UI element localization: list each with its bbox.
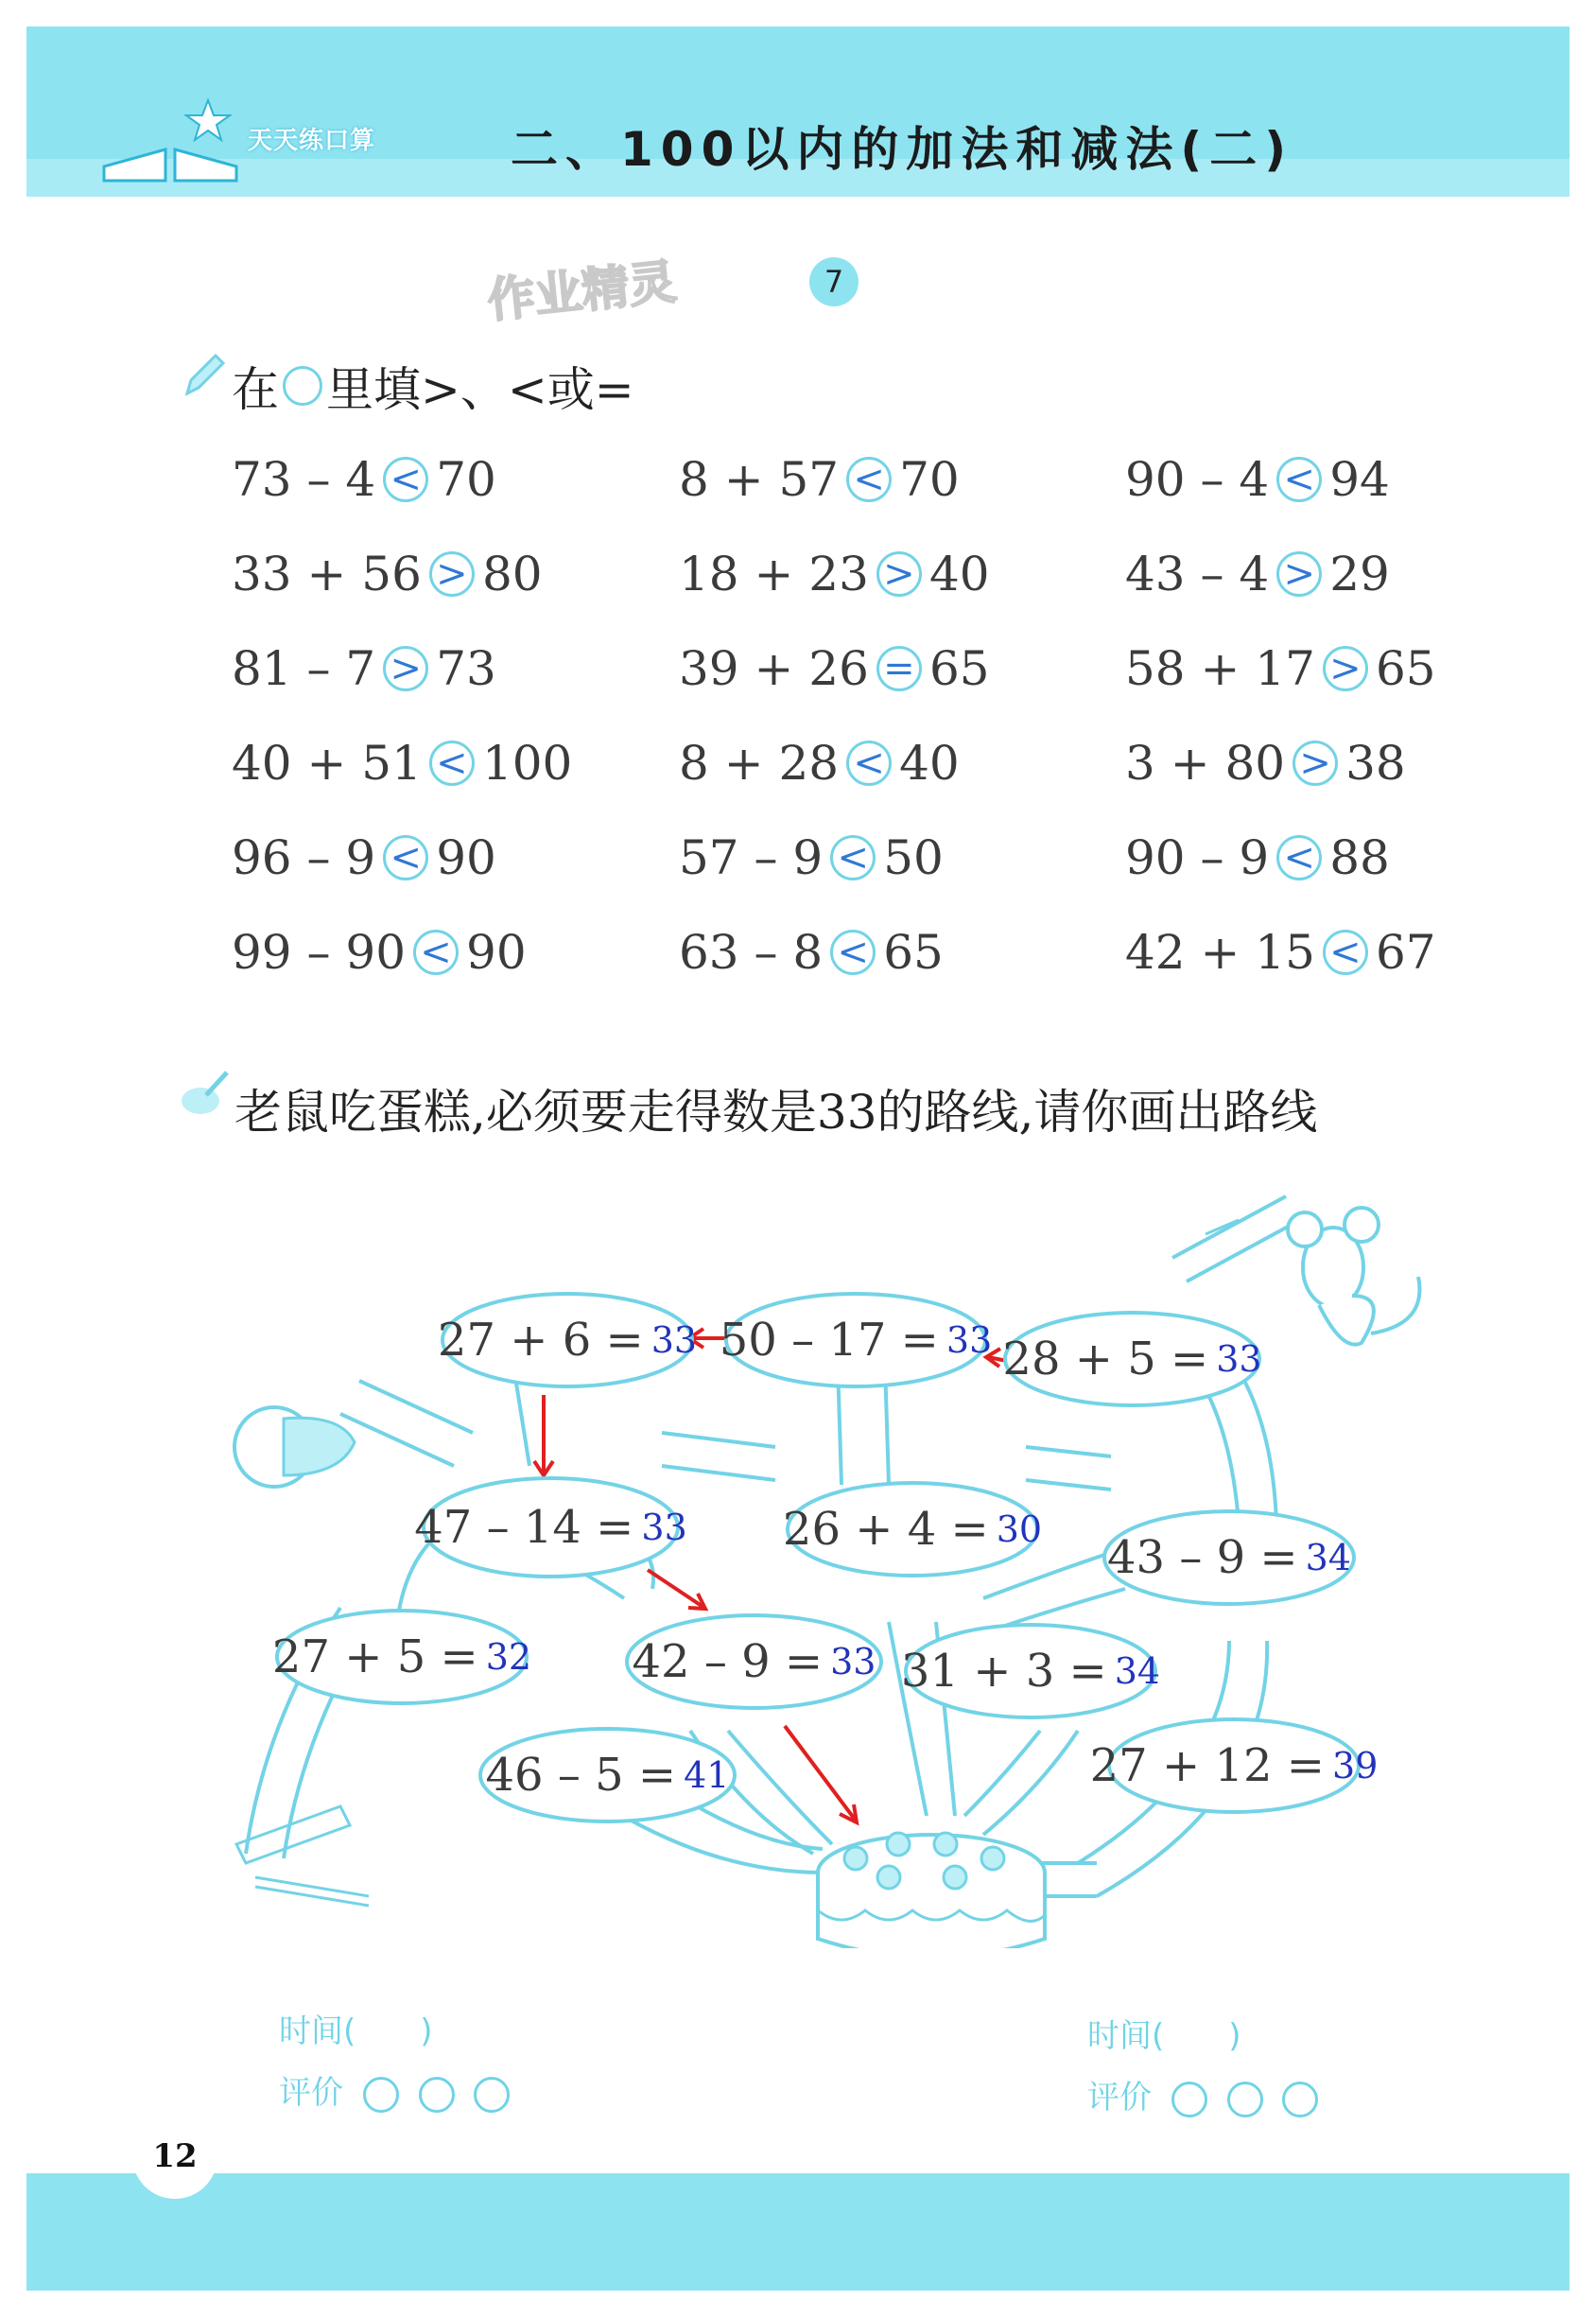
day-badge: 7 <box>809 257 859 306</box>
comparison-answer-circle[interactable]: < <box>413 930 459 975</box>
blank-circle-icon <box>283 366 322 406</box>
node-expression: 46 – 5 = <box>485 1749 677 1802</box>
comparison-answer-circle[interactable]: < <box>1323 930 1368 975</box>
comparison-answer-circle[interactable]: > <box>876 551 922 597</box>
comparison-answer-circle[interactable]: > <box>429 551 475 597</box>
problem-target: 73 <box>436 641 496 696</box>
instruction-text-b: 里填>、<或= <box>326 362 634 417</box>
instruction-text-a: 在 <box>232 362 279 417</box>
problem-target: 100 <box>481 736 573 791</box>
comparison-answer-circle[interactable]: > <box>1292 741 1338 786</box>
page-footer <box>26 2173 1570 2291</box>
book-title: 天天练口算 <box>248 127 376 155</box>
comparison-problem <box>679 736 960 791</box>
problem-target: 40 <box>928 547 990 601</box>
node-expression: 27 + 12 = <box>1089 1739 1326 1792</box>
comparison-answer-circle[interactable]: < <box>383 457 428 502</box>
problem-expression: 90 – 9 <box>1125 830 1270 885</box>
problem-expression: 40 + 51 <box>232 736 422 791</box>
problem-expression: 8 + 28 <box>679 736 840 791</box>
node-answer: 33 <box>651 1319 698 1361</box>
problem-target: 88 <box>1329 830 1390 885</box>
maze-node[interactable] <box>414 1475 687 1579</box>
problem-target: 70 <box>436 452 496 507</box>
smile-face-icon[interactable] <box>363 2077 399 2113</box>
problem-expression: 99 – 90 <box>232 925 407 980</box>
problem-target: 50 <box>883 830 944 885</box>
comparison-problem <box>1125 736 1406 791</box>
comparison-answer-circle[interactable]: > <box>1276 551 1322 597</box>
time-label-right: 时间( ) <box>1087 2017 1241 2055</box>
brush-icon <box>178 1067 231 1124</box>
comparison-problem <box>679 547 990 601</box>
problem-expression: 18 + 23 <box>679 547 869 601</box>
node-expression: 42 – 9 = <box>632 1635 824 1688</box>
node-answer: 30 <box>996 1508 1043 1550</box>
section2-instruction: 老鼠吃蛋糕,必须要走得数是33的路线,请你画出路线 <box>234 1085 1318 1140</box>
maze-node[interactable] <box>782 1480 1043 1578</box>
book-logo-icon <box>95 91 246 189</box>
maze-node[interactable] <box>1002 1310 1262 1408</box>
problem-expression: 81 – 7 <box>232 641 376 696</box>
comparison-problem <box>679 830 944 885</box>
node-answer: 39 <box>1332 1745 1379 1786</box>
pencil-icon <box>180 352 227 403</box>
maze-node[interactable] <box>1102 1508 1357 1607</box>
problem-expression: 8 + 57 <box>679 452 840 507</box>
problem-target: 90 <box>466 925 527 980</box>
problem-expression: 90 – 4 <box>1125 452 1270 507</box>
node-answer: 33 <box>641 1507 687 1548</box>
comparison-problem <box>1125 547 1390 601</box>
smile-face-icon[interactable] <box>1171 2082 1207 2118</box>
node-answer: 41 <box>684 1754 730 1796</box>
chapter-title: 二、100以内的加法和减法(二) <box>511 122 1294 177</box>
problem-target: 40 <box>899 736 960 791</box>
node-answer: 34 <box>1305 1537 1351 1578</box>
page-number: 12 <box>132 2114 217 2199</box>
comparison-problem <box>1125 830 1390 885</box>
problem-expression: 57 – 9 <box>679 830 824 885</box>
comparison-answer-circle[interactable]: > <box>1323 646 1368 691</box>
comparison-answer-circle[interactable]: < <box>1276 457 1322 502</box>
node-expression: 27 + 6 = <box>437 1314 644 1367</box>
problem-expression: 96 – 9 <box>232 830 376 885</box>
comparison-answer-circle[interactable]: < <box>846 741 892 786</box>
time-label-left: 时间( ) <box>279 2013 433 2050</box>
problem-target: 65 <box>928 641 990 696</box>
comparison-answer-circle[interactable]: < <box>846 457 892 502</box>
comparison-problem <box>1125 452 1390 507</box>
sad-face-icon[interactable] <box>474 2077 510 2113</box>
comparison-problem <box>232 736 572 791</box>
problem-expression: 58 + 17 <box>1125 641 1315 696</box>
mouse-icon <box>1288 1208 1419 1345</box>
rating-label-left: 评价 <box>279 2074 343 2112</box>
maze-node[interactable] <box>437 1291 698 1389</box>
node-answer: 33 <box>945 1319 993 1361</box>
problem-target: 38 <box>1345 736 1406 791</box>
comparison-answer-circle[interactable]: > <box>383 646 428 691</box>
comparison-answer-circle[interactable]: < <box>429 741 475 786</box>
problem-expression: 33 + 56 <box>232 547 422 601</box>
comparison-problem <box>232 830 496 885</box>
maze-node[interactable] <box>624 1612 884 1711</box>
watermark: 作业精灵 <box>484 253 679 329</box>
rating-label-right: 评价 <box>1087 2079 1152 2117</box>
problem-target: 80 <box>481 547 543 601</box>
maze-node[interactable] <box>900 1622 1161 1720</box>
comparison-problem <box>1125 641 1436 696</box>
comparison-problem <box>679 452 960 507</box>
maze-node[interactable] <box>719 1291 993 1389</box>
node-expression: 50 – 17 = <box>719 1314 939 1367</box>
rating-right <box>1087 2071 1318 2118</box>
problem-expression: 73 – 4 <box>232 452 376 507</box>
comparison-problem <box>1125 925 1436 980</box>
maze-node[interactable] <box>477 1726 737 1824</box>
candy-icon <box>236 1806 369 1906</box>
problem-target: 70 <box>899 452 960 507</box>
node-expression: 31 + 3 = <box>900 1645 1107 1698</box>
problem-target: 94 <box>1329 452 1390 507</box>
node-expression: 27 + 5 = <box>271 1630 478 1683</box>
comparison-answer-circle[interactable]: < <box>830 835 876 880</box>
neutral-face-icon[interactable] <box>419 2077 455 2113</box>
problem-target: 67 <box>1375 925 1436 980</box>
node-expression: 47 – 14 = <box>414 1501 634 1554</box>
comparison-answer-circle[interactable]: < <box>830 930 876 975</box>
cake-icon <box>818 1833 1045 1948</box>
problem-target: 65 <box>883 925 944 980</box>
comparison-answer-circle[interactable]: < <box>1276 835 1322 880</box>
node-answer: 33 <box>830 1641 876 1682</box>
neutral-face-icon[interactable] <box>1227 2082 1263 2118</box>
node-expression: 43 – 9 = <box>1107 1531 1298 1584</box>
problem-expression: 42 + 15 <box>1125 925 1315 980</box>
node-expression: 26 + 4 = <box>782 1503 989 1556</box>
comparison-problem <box>232 452 496 507</box>
problem-target: 65 <box>1375 641 1436 696</box>
problem-target: 29 <box>1329 547 1390 601</box>
comparison-problem <box>679 641 990 696</box>
problem-expression: 39 + 26 <box>679 641 869 696</box>
maze-node[interactable] <box>1089 1717 1379 1815</box>
section1-instruction <box>232 352 634 420</box>
cake-slice-icon <box>234 1407 355 1487</box>
comparison-answer-circle[interactable]: = <box>876 646 922 691</box>
problem-target: 90 <box>436 830 496 885</box>
sad-face-icon[interactable] <box>1282 2082 1318 2118</box>
comparison-problem <box>232 641 496 696</box>
node-expression: 28 + 5 = <box>1002 1333 1209 1386</box>
comparison-answer-circle[interactable]: < <box>383 835 428 880</box>
problem-expression: 43 – 4 <box>1125 547 1270 601</box>
node-answer: 34 <box>1114 1650 1161 1692</box>
rating-left <box>279 2066 510 2113</box>
problem-expression: 63 – 8 <box>679 925 824 980</box>
comparison-problem <box>232 925 527 980</box>
problem-expression: 3 + 80 <box>1125 736 1286 791</box>
maze-node[interactable] <box>271 1608 532 1706</box>
comparison-problem <box>679 925 944 980</box>
comparison-problem <box>232 547 543 601</box>
node-answer: 33 <box>1216 1338 1262 1380</box>
node-answer: 32 <box>485 1636 532 1678</box>
